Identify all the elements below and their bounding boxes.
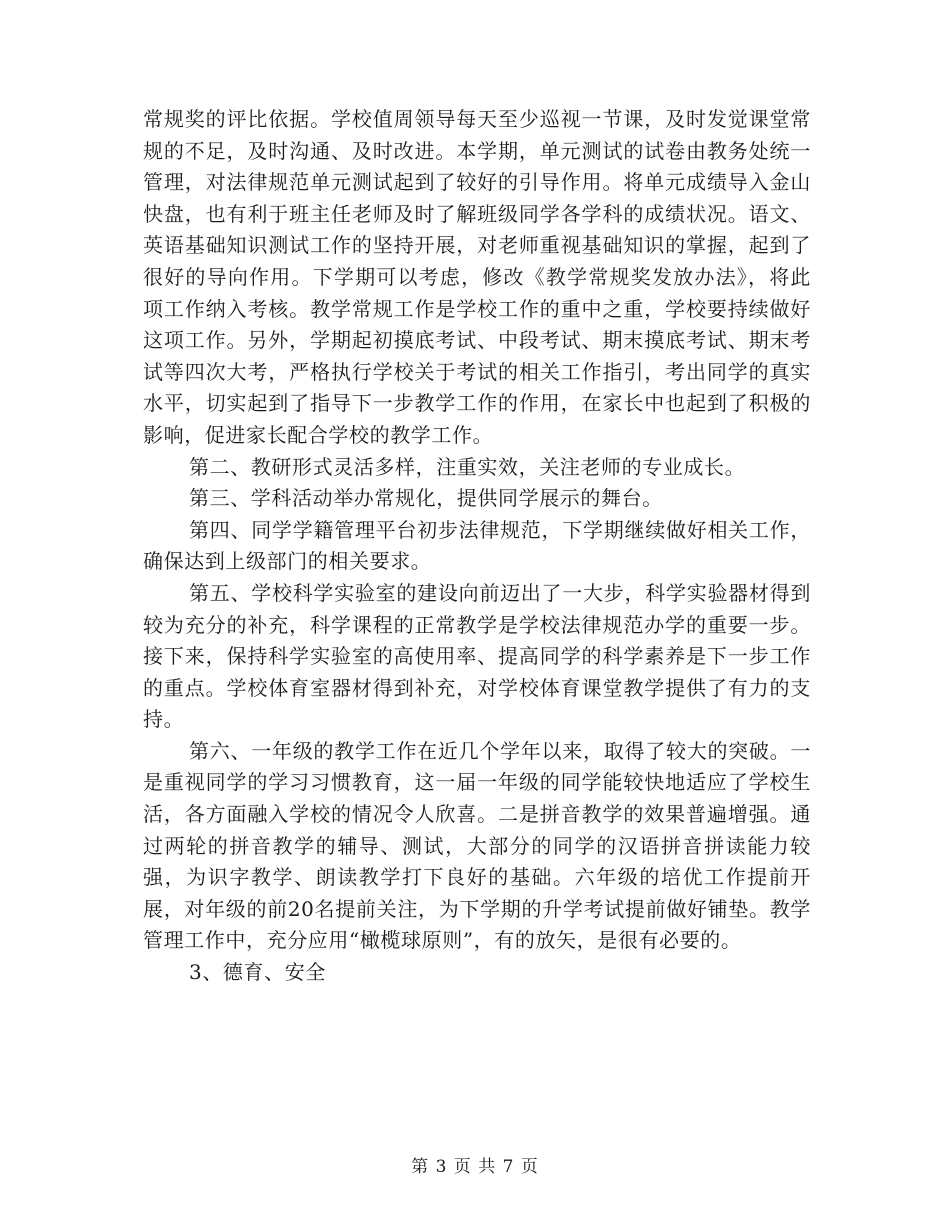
paragraph-continued: 常规奖的评比依据。学校值周领导每天至少巡视一节课，及时发觉课堂常规的不足，及时沟通、及时改进。本学期，单元测试的试卷由教务处统一管理，对法律规范单元测试起到了较好的引导作用。将单元成绩导入金山快盘，也有利于班主任老师及时了解班级同学各学科的成绩状况。语文、英语基础知识测试工作的坚持开展，对老师重视基础知识的掌握，起到了很好的导向作用。下学期可以考虑，修改《教学常规奖发放办法》，将此项工作纳入考核。教学常规工作是学校工作的重中之重，学校要持续做好这项工作。另外，学期起初摸底考试、中段考试、期末摸底考试、期末考试等四次大考，严格执行学校关于考试的相关工作指引，考出同学的真实水平，切实起到了指导下一步教学工作的作用，在家长中也起到了积极的影响，促进家长配合学校的教学工作。 (143, 107, 811, 447)
paragraph-item-2: 第二、教研形式灵活多样，注重实效，关注老师的专业成长。 (189, 454, 746, 479)
paragraph-item-6: 第六、一年级的教学工作在近几个学年以来，取得了较大的突破。一是重视同学的学习习惯教育，这一届一年级的同学能较快地适应了学校生活，各方面融入学校的情况令人欣喜。二是拼音教学的效果普遍增强。通过两轮的拼音教学的辅导、测试，大部分的同学的汉语拼音拼读能力较强，为识字教学、朗读教学打下良好的基础。六年级的培优工作提前开展，对年级的前20名提前关注，为下学期的升学考试提前做好铺垫。教学管理工作中，充分应用“橄榄球原则”，有的放矢，是很有必要的。 (143, 738, 811, 953)
paragraph-item-5: 第五、学校科学实验室的建设向前迈出了一大步，科学实验器材得到较为充分的补充，科学课程的正常教学是学校法律规范办学的重要一步。接下来，保持科学实验室的高使用率、提高同学的科学素养是下一步工作的重点。学校体育室器材得到补充，对学校体育课堂教学提供了有力的支持。 (143, 580, 811, 732)
document-body (143, 104, 811, 989)
section-heading: 3、德育、安全 (189, 960, 326, 985)
paragraph-item-4: 第四、同学学籍管理平台初步法律规范，下学期继续做好相关工作，确保达到上级部门的相关要求。 (143, 517, 811, 574)
page-number-footer: 第 3 页 共 7 页 (411, 1157, 539, 1177)
paragraph-item-3: 第三、学科活动举办常规化，提供同学展示的舞台。 (189, 486, 663, 511)
